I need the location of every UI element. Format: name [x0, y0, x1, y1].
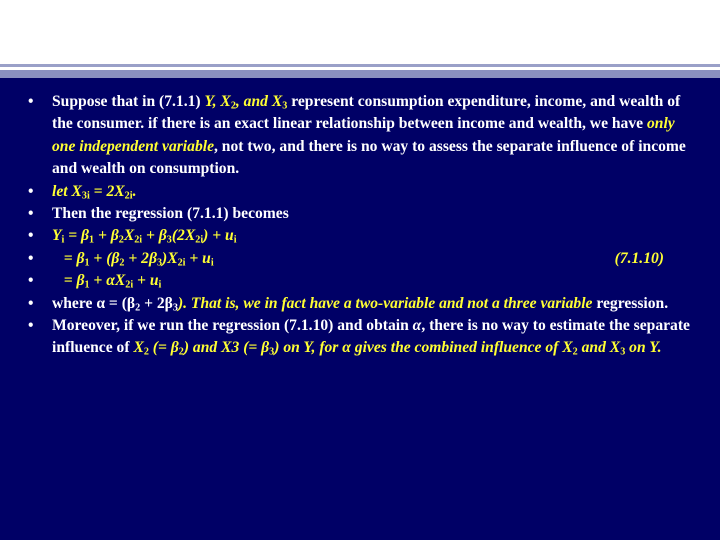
title-area [0, 0, 720, 64]
highlight-text: only one independent variable [52, 115, 675, 155]
bullet-item-8: • Moreover, if we run the regression (7.1.10) and obtain α, there is no way to estimate the separate influence of $X_2$ (= $\beta_2$) and X3 (= $\beta_3$) on Y, for α gives the combined influence of $X_2$ and $X_3$ on Y. [28, 317, 690, 358]
bullet-item-3: • Then the regression (7.1.1) becomes [28, 203, 700, 225]
bullet-item-5: • = $\beta_1 + (\beta_2 + 2\beta_3)X_{2i} + u_i$ (7.1.10) [28, 249, 664, 269]
equation-number: (7.1.10) [614, 249, 664, 267]
bullet-item-4: • $Y_i = \beta_1 + \beta_2X_{2i} + \beta_3(2X_{2i}) + u_i$ [28, 227, 237, 246]
bullet-icon: • [28, 205, 34, 223]
bullet-icon: • [28, 294, 34, 312]
bullet-icon: • [28, 93, 34, 110]
bullet-list [28, 91, 700, 360]
bullet-icon: • [28, 317, 34, 335]
bullet-icon: • [28, 249, 34, 267]
bullet-icon: • [28, 227, 34, 245]
bullet-item-1: • Suppose that in (7.1.1) Y, $X_2$, and $X_3$ represent consumption expenditure, income, and wealth of the consumer. if there is an exact linear relationship between income and wealth, we have only one independent variable, not two, and there is no way to assess the separate influence of income and wealth on consumption. [28, 93, 686, 178]
content-panel [0, 78, 720, 540]
bullet-item-7: • where $\alpha = (\beta_2 + 2\beta_3)$. That is, we in fact have a two-variable and not a three variable regression. [28, 294, 669, 314]
bullet-icon: • [28, 272, 34, 290]
bullet-icon: • [28, 182, 34, 200]
divider-thick [0, 70, 720, 78]
bullet-item-2: • let $X_{3i} = 2X_{2i}$. [28, 182, 137, 202]
bullet-item-6: • = $\beta_1 + \alpha X_{2i} + u_i$ [28, 272, 162, 291]
